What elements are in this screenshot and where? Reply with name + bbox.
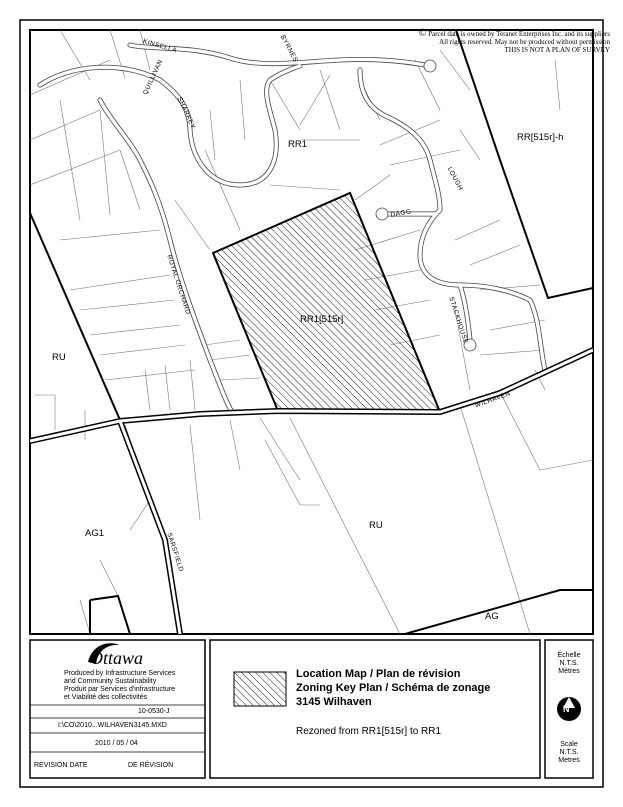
scale-en <box>545 741 593 765</box>
zone-label-ru-south: RU <box>369 520 383 531</box>
road-label-sarsfield: SARSFIELD <box>165 532 185 573</box>
file-path: I:\CO\2010...WILHAVEN3145.MXD <box>58 722 167 729</box>
copyright-line-3: THIS IS NOT A PLAN OF SURVEY <box>504 46 610 54</box>
copyright-symbol: © <box>418 28 427 39</box>
revision-label-fr: DE RÉVISION <box>128 762 174 769</box>
road-label-quillivan: QUILLIVAN <box>142 58 165 96</box>
road-label-royal-orchard: ROYAL ORCHARD <box>165 254 192 316</box>
zone-label-rr515r-h: RR[515r]-h <box>517 132 564 143</box>
road-label-stackhouse: STACKHOUSE <box>447 296 470 346</box>
scale-fr-label: Échelle <box>557 652 581 659</box>
scale-fr <box>545 652 593 676</box>
revision-date-value: 2010 / 05 / 04 <box>95 740 138 747</box>
copyright-line-1: Parcel data is owned by Teranet Enterprises Inc. and its suppliers <box>428 30 610 38</box>
producer-fr-1: Produit par Services d'infrastructure <box>64 686 176 693</box>
zone-label-rr1: RR1 <box>288 139 308 150</box>
map-title-line-1: Location Map / Plan de révision <box>296 668 461 680</box>
scale-fr-nts: N.T.S. <box>559 660 579 667</box>
copyright-line-2: All rights reserved. May not be produced without permission <box>439 38 610 46</box>
road-label-sharkey: SHARKEY <box>175 96 197 131</box>
ottawa-logo-text: Ottawa <box>90 648 144 668</box>
road-label-dagg: DAGG <box>390 208 413 219</box>
producer-en-1: Produced by Infrastructure Services <box>64 670 176 677</box>
zone-label-rr1-515r: RR1[515r] <box>300 314 344 325</box>
map-title-line-2: Zoning Key Plan / Schéma de zonage <box>296 682 491 694</box>
zone-label-ru-west: RU <box>52 352 66 363</box>
producer-credit <box>64 670 204 702</box>
zone-label-ag1: AG1 <box>85 528 105 539</box>
rezoning-description: Rezoned from RR1[515r] to RR1 <box>296 726 442 737</box>
scale-en-nts: N.T.S. <box>559 749 579 756</box>
road-label-byrnes: BYRNES <box>278 34 299 64</box>
road-label-lough: LOUGH <box>445 166 465 192</box>
revision-label-en: REVISION DATE <box>34 762 88 769</box>
producer-en-2: and Community Sustainability <box>64 678 157 685</box>
road-label-kinsella: KINSELLA <box>142 38 178 55</box>
copyright-notice <box>390 30 610 54</box>
road-label-wilhaven: WILHAVEN <box>474 390 512 410</box>
producer-fr-2: et Viabilité des collectivités <box>64 694 148 701</box>
zone-label-ag: AG <box>485 611 499 622</box>
north-letter: N <box>563 704 570 714</box>
scale-fr-units: Mètres <box>558 668 580 675</box>
map-title-line-3: 3145 Wilhaven <box>296 696 372 708</box>
legend-hatch-swatch <box>234 672 286 706</box>
scale-en-units: Metres <box>558 757 580 764</box>
file-number: 10-0530-J <box>138 708 170 715</box>
scale-en-label: Scale <box>560 741 578 748</box>
